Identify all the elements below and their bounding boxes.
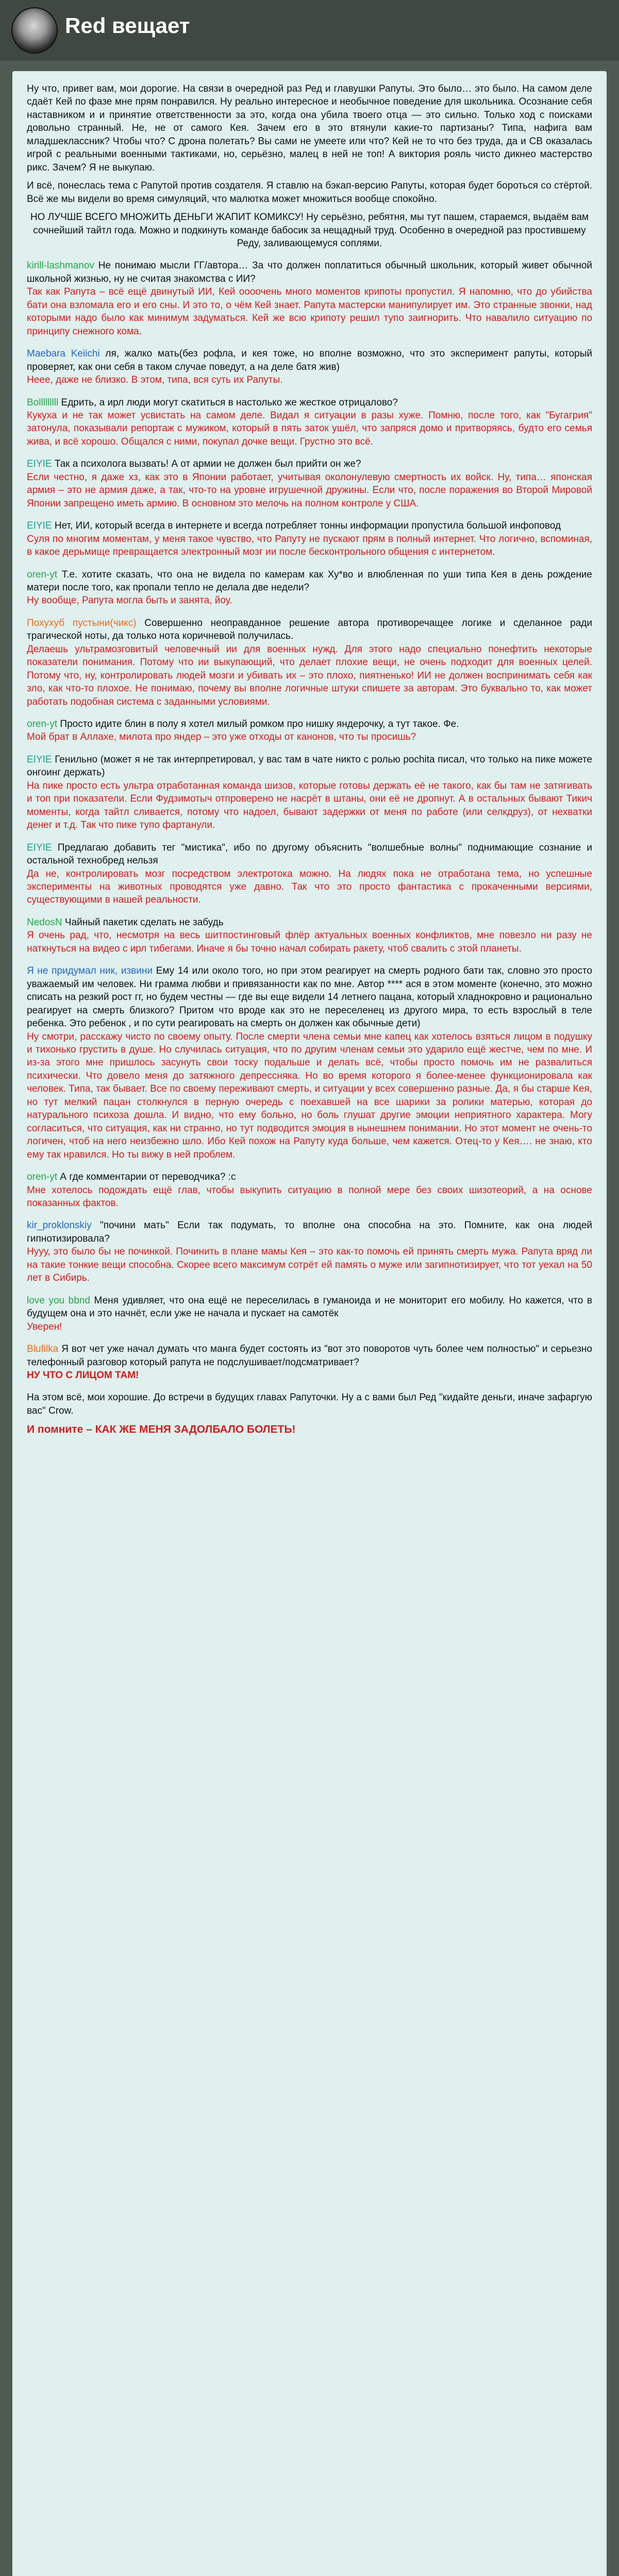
comment-block xyxy=(27,519,592,558)
article-panel xyxy=(12,71,607,2576)
comment-text xyxy=(27,1294,592,1320)
comment-author: EIYIE xyxy=(27,842,58,853)
comment-author: EIYIE xyxy=(27,754,55,765)
comment-body: Т.е. хотите сказать, что она не видела по камерам как Ху*во и влюбленная по уши типа Кея в день рождение матери после того, как пропали тепло не делала две недели? xyxy=(27,569,592,593)
outro-paragraph-2: И помните – КАК ЖЕ МЕНЯ ЗАДОЛБАЛО БОЛЕТЬ! xyxy=(27,1423,296,1436)
article-content xyxy=(12,71,607,1453)
comment-block xyxy=(27,718,592,744)
comment-text xyxy=(27,259,592,285)
comment-block xyxy=(27,964,592,1161)
comment-reply: На пике просто есть ультра отработанная команда шизов, которые готовы держать её не такого, как бы там не затягивать и топ при показатели. Если Фудзимотыч отпроверено не насрёт в штаны, они её не дропнут. А в остальных бывают Тикич моменты, когда тайтл сливается, потому что надоел, бывают задержки от меня по работе (или селкдруз), от нехватки денег и т.д. Так что пике тупо фартанули. xyxy=(27,780,592,831)
comment-author: oren-yt xyxy=(27,1172,60,1183)
intro-paragraph-2: И всё, понеслась тема с Рапутой против создателя. Я ставлю на бэкап-версию Рапуты, которая будет бороться со стёртой. Всё же мы видели во время симуляций, что малютка может множиться вообще спокойно. xyxy=(27,180,592,205)
comment-body: Так а психолога вызвать! А от армии не должен был прийти он же? xyxy=(54,459,361,470)
comment-body: А где комментарии от переводчика? :с xyxy=(60,1172,236,1183)
comment-block xyxy=(27,1294,592,1333)
comment-body: Едрить, а ирл люди могут скатиться в настолько же жесткое отрицалово? xyxy=(61,397,398,408)
comment-author: EIYIE xyxy=(27,520,55,532)
comment-body: Ему 14 или около того, но при этом реагирует на смерть родного бати так, словно это просто уважаемый им человек. Ни грамма любви и привязанности как по мне. Автор **** ася в этом моменте (конечно, это можно списать на резкий рост гг, но будем честны — где вы еще видели 14 летнего пацана, который хладнокровно и рационально реагирует на смерть близкого? Притом что вроде как это не переселенец из другого мира, то есть взрослый в теле ребенка. Это ребенок , и по сути реагировать на смерть он должен как обычные дети) xyxy=(27,965,592,1029)
comment-text xyxy=(27,617,592,643)
comment-text xyxy=(27,1171,592,1183)
comment-block xyxy=(27,753,592,832)
comment-text xyxy=(27,718,592,731)
comment-block xyxy=(27,347,592,386)
comment-body: Не понимаю мысли ГГ/автора… За что должен поплатиться обычный школьник, который живет обычной школьной жизнью, ну не считая знакомства с ИИ? xyxy=(27,260,592,284)
comment-text xyxy=(27,1343,592,1369)
comment-reply: Так как Рапута – всё ещё двинутый ИИ, Кей оооочень много моментов крипоты пропустил. Я напомню, что до убийства бати она взломала его и его сны. И это то, о чём Кей знает. Рапута мастерски манипулирует им. Это странные звонки, над которыми надо было как минимум задуматься. Кей же всю крипоту решил тупо заигнорить. Что навалило ситуацию по принципу снежного кома. xyxy=(27,286,592,337)
outro-paragraph-1: На этом всё, мои хорошие. До встречи в будущих главах Рапуточки. Ну а с вами был Ред "кидайте деньги, иначе зафаргую вас" Crow. xyxy=(27,1392,592,1416)
comment-text xyxy=(27,1219,592,1245)
page-title: Red вещает xyxy=(65,13,190,38)
comment-text xyxy=(27,916,592,929)
comment-reply: Если честно, я даже хз, как это в Японии работает, учитывая околонулевую смертность их войск. Ну, типа… японская армия – это не армия даже, а так, что-то на уровне игрушечной дружины. Если что, после поражения во Второй Мировой Японии запрещено иметь армию. В основном это мелочь на полном контроле у США. xyxy=(27,471,592,509)
intro-paragraph-1: Ну что, привет вам, мои дорогие. На связи в очередной раз Ред и главушки Рапуты. Это было… это было. На самом деле сдаёт Кей по фазе мне прям понравился. Ну реально интересное и необычное поведение для школьника. Осознание себя наставником и и принятие ответственности за это, когда она убила твоего отца — это сильно. Только ход с поисками довольно странный. Не, не от самого Кея. Зачем его в это втянули какие-то партизаны? Типа, нафига вам младшеклассник? Чтобы что? С дрона полетать? Вы сами не умеете или что? Кей не то что без труда, да и СВ оказалась игрой с реальными военными тактиками, но, серьёзно, малец в ней не топ! А виктория рояль чисто дикнео мастерство рикс. Зачем? Я не выкупаю. xyxy=(27,83,592,173)
comment-block xyxy=(27,457,592,510)
comment-block xyxy=(27,1343,592,1382)
comment-text xyxy=(27,519,592,532)
promo-text: НО ЛУЧШЕ ВСЕГО МНОЖИТЬ ДЕНЬГИ ЖАПИТ КОМИКСУ! Ну серьёзно, ребятня, мы тут пашем, стараемся, выдаём вам сочнейший тайтл года. Можно и подкинуть команде бабосик за нещадный труд. Особенно в очередной раз простившему Реду, заливающемуся соплями. xyxy=(30,212,589,249)
comment-reply: Мой брат в Аллахе, милота про яндер – это уже отходы от канонов, что ты просишь? xyxy=(27,732,416,743)
comment-body: Совершенно неоправданное решение автора противоречащее логике и сделанное ради трагической ноты, да только нота коричневой получилась. xyxy=(27,617,592,642)
comment-author: Bolllllllll xyxy=(27,397,61,408)
comment-body: ля, жалко мать(без рофла, и кея тоже, но вполне возможно, что это эксперимент рапуты, который проверяет, как они себя в таком случае поведут, а на деле батя жив) xyxy=(27,348,592,372)
comment-block xyxy=(27,259,592,338)
comment-reply: Ну смотри, расскажу чисто по своему опыту. После смерти члена семьи мне капец как хотелось взяться лицом в подушку и тихонько грустить в душе. Но случилась ситуация, что по другим членам семьи это ударило ещё жестче, чем по мне. И из-за этого мне пришлось засунуть свои тоску подальше и делать всё, чтобы просто помочь им не развалиться психически. Что довело меня до затяжного депрессняка. Но во время которого я более-менее функционировала как человек. Типа, так бывает. Все по своему переживают смерть, и ситуации у всех совершенно разные. Да, я бы старше Кея, но тут мелкий пацан столкнулся в перную очередь с поехавшей на все шарики за ролики матерью, которая до натурального психоза дошла. И видно, что ему больно, но боль глушат другие эмоции неприятного характера. Могу согласиться, что ситуация, как ни странно, но тут подводится эмоция в нынешнем понимании. Но этот момент не очень-то логичен, чтоб на него неизбежно шло. Ибо Кей похож на Рапуту куда больше, чем кажется. Отец-то у Кея…. не знаю, кто ему так нравился. Но ты вижу в ней проблем. xyxy=(27,1031,592,1160)
comment-body: "почини мать" Если так подумать, то вполне она способна на это. Помните, как она людей гипнотизировала? xyxy=(27,1220,592,1244)
comment-text xyxy=(27,753,592,779)
comment-block xyxy=(27,396,592,449)
comment-body: Предлагаю добавить тег "мистика", ибо по другому объяснить "волшебные волны" поднимающие сознание и остальной технобред нельзя xyxy=(27,842,592,867)
comment-block xyxy=(27,916,592,955)
comment-reply: Мне хотелось подождать ещё глав, чтобы выкупить ситуацию в полной мере без своих шизотеорий, а на основе показанных фактов. xyxy=(27,1184,592,1209)
top-bar xyxy=(0,0,619,61)
comment-author: kir_proklonskiy xyxy=(27,1220,101,1231)
avatar xyxy=(11,7,58,54)
comment-author: NedosN xyxy=(27,917,65,928)
comment-text xyxy=(27,568,592,595)
comment-reply: Уверен! xyxy=(27,1321,62,1332)
comment-reply: Нууу, это было бы не починкой. Починить в плане мамы Кея – это как-то помочь ей принять смерть мужа. Рапута вряд ли на такие тонкие вещи способна. Скорее всего максимум сотрёт ей память о муже или загипнотизирует, что тот уехал на 50 лет в Сибирь. xyxy=(27,1246,592,1284)
comment-body: Чайный пакетик сделать не забудь xyxy=(64,917,224,928)
comment-author: kirill-lashmanov xyxy=(27,260,98,272)
comment-text xyxy=(27,396,592,409)
comment-body: Я вот чет уже начал думать что манга будет состоять из "вот это поворотов чуть более чем полностью" и серьезно телефонный разговор который рапута не подслушивает/подсматривает? xyxy=(27,1344,592,1368)
comment-author: Maebara Keiichi xyxy=(27,348,106,360)
comment-text xyxy=(27,841,592,868)
comment-block xyxy=(27,1219,592,1284)
comment-reply: НУ ЧТО С ЛИЦОМ ТАМ! xyxy=(27,1369,139,1381)
comment-reply: Делаешь ультрамозговитый человечный ии для военных нужд. Для этого надо специально понефтить некоторые показатели понимания. Потому что ии выкупающий, что делает плохие вещи, не очень подходит для военных целей. Потому что, ну, контролировать людей мозги и убивать их – это плохо, пиятненько! ИИ не должен воспринимать себя как зло, как что-то плохое. Не понимаю, почему вы вполне логичные штуки спишете за авторам. Это буквально то, как может работать подобная система с заданными условиями. xyxy=(27,643,592,707)
comment-reply: Суля по многим моментам, у меня такое чувство, что Рапуту не пускают прям в полный интернет. Что логично, вспоминая, в какое дерьмище превращается электронный мозг ии после бесконтрольного общения с интернетом. xyxy=(27,533,592,558)
comment-body: Меня удивляет, что она ещё не переселилась в гуманоида и не мониторит его мобилу. Но кажется, что в будущем она и это начнёт, если уже не начала и пускает на самотёк xyxy=(27,1295,593,1319)
comment-author: EIYIE xyxy=(27,459,55,470)
comment-body: Нет, ИИ, который всегда в интернете и всегда потребляет тонны информации пропустила большой инфоповод xyxy=(54,520,561,532)
comment-block xyxy=(27,568,592,607)
comment-block xyxy=(27,1171,592,1210)
comment-block xyxy=(27,841,592,907)
comment-body: Просто идите блин в полу я хотел милый ромком про нишку яндерочку, а тут такое. Фе. xyxy=(60,719,459,730)
comment-reply: Ну вообще, Рапута могла быть и занята, йоу. xyxy=(27,595,232,606)
comments-list xyxy=(27,259,592,1382)
comment-author: oren-yt xyxy=(27,719,60,730)
comment-author: Blufilka xyxy=(27,1344,62,1355)
comment-author: oren-yt xyxy=(27,569,62,580)
comment-text xyxy=(27,457,592,470)
outro xyxy=(27,1391,592,1437)
comment-author: love you bbnd xyxy=(27,1295,94,1306)
comment-reply: Я очень рад, что, несмотря на весь шитпостинговый флёр актуальных военных конфликтов, мне повезло ни разу не наткнуться на видео с ирл тибегами. Иначе я бы точно начал собирать ракету, чтоб свалить с этой планеты. xyxy=(27,930,592,954)
comment-text xyxy=(27,964,592,1030)
comment-body: Генильно (может я не так интерпретировал, у вас там в чате никто с ролью pochita писал, что только на пике можете онгоинг держать) xyxy=(27,754,592,778)
comment-block xyxy=(27,617,592,708)
comment-text xyxy=(27,347,592,374)
comment-reply: Кукуха и не так может усвистать на самом деле. Видал я ситуации в разы хуже. Помню, после того, как "Бугагрия" затонула, показывали репортаж с мужиком, который в пять заток ушёл, что запряся домо и притворяясь, будто его семья жива, и всё хорошо. Общался с ними, покупал дочке вещи. Грустно это всё. xyxy=(27,410,592,447)
comment-reply: Неее, даже не близко. В этом, типа, вся суть их Рапуты. xyxy=(27,375,283,386)
comment-author: Похуxуб пустыни(чикс) xyxy=(27,617,145,629)
comment-author: Я не придумал ник, извини xyxy=(27,965,156,977)
comment-reply: Да не, контролировать мозг посредством электротока можно. На людях пока не отработана тема, но успешные эксперименты на животных проводятся уже давно. Так что это просто фантастика с прокаченными версиями, существующими в нашей реальности. xyxy=(27,868,592,906)
